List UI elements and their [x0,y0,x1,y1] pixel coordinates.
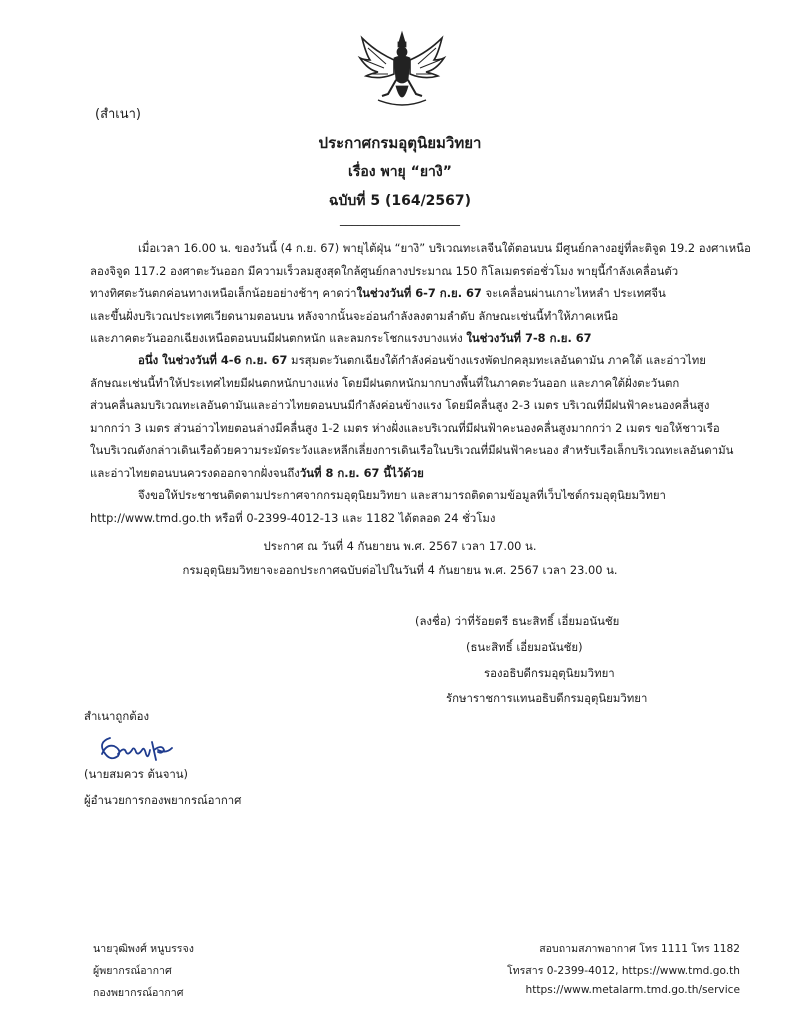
paragraph-monsoon [90,349,734,484]
paragraph-storm-position [90,237,751,350]
next-announcement: กรมอุตุนิยมวิทยาจะออกประกาศฉบับต่อไปในวันที่ 4 กันยายน พ.ศ. 2567 เวลา 23.00 น. [182,563,618,577]
paragraph-line: อนึ่ง ในช่วงวันที่ 4-6 ก.ย. 67 มรสุมตะวันตกเฉียงใต้กำลังค่อนข้างแรงพัดปกคลุมทะเลอันดามัน ภาคใต้ และอ่าวไทย [138,353,706,367]
handwritten-signature [96,732,176,766]
announced-datetime: ประกาศ ณ วันที่ 4 กันยายน พ.ศ. 2567 เวลา 17.00 น. [263,539,537,553]
signatory-acting: รักษาราชการแทนอธิบดีกรมอุตุนิยมวิทยา [446,691,648,705]
garuda-emblem-icon [356,30,448,110]
paragraph-contact [90,484,720,529]
paragraph-line: ลองจิจูด 117.2 องศาตะวันออก มีความเร็วลมสูงสุดใกล้ศูนย์กลางประมาณ 150 กิโลเมตรต่อชั่วโมง พายุนี้กำลังเคลื่อนตัว [90,263,679,278]
certifier-name: (นายสมควร ต้นจาน) [84,767,189,781]
paragraph-line: และขึ้นฝั่งบริเวณประเทศเวียดนามตอนบน หลังจากนั้นจะอ่อนกำลังลงตามลำดับ ลักษณะเช่นนี้ทำให้ภาคเหนือ [90,308,619,323]
paragraph-line: http://www.tmd.go.th หรือที่ 0-2399-4012-13 และ 1182 ได้ตลอด 24 ชั่วโมง [90,510,496,525]
highlight-date: วันที่ 8 ก.ย. 67 นี้ไว้ด้วย [299,465,424,480]
paragraph-line: ส่วนคลื่นลมบริเวณทะเลอันดามันและอ่าวไทยตอนบนมีกำลังค่อนข้างแรง โดยมีคลื่นสูง 2-3 เมตร บริเวณที่มีฝนฟ้าคะนองคลื่นสูง [90,398,710,412]
paragraph-line: ในบริเวณดังกล่าวเดินเรือด้วยความระมัดระวังและหลีกเลี่ยงการเดินเรือในบริเวณที่มีฝนฟ้าคะนอง สำหรับเรือเล็กบริเวณทะเลอันดามัน [90,443,734,457]
paragraph-line: และภาคตะวันออกเฉียงเหนือตอนบนมีฝนตกหนัก และลมกระโชกแรงบางแห่ง ในช่วงวันที่ 7-8 ก.ย. 67 [90,331,592,345]
paragraph-line: เมื่อเวลา 16.00 น. ของวันนี้ (4 ก.ย. 67) พายุไต้ฝุ่น “ยางิ” บริเวณทะเลจีนใต้ตอนบน มีศูนย์กลางอยู่ที่ละติจูด 19.2 องศาเหนือ [138,241,751,255]
signatory-position: รองอธิบดีกรมอุตุนิยมวิทยา [484,666,615,680]
signed-line: (ลงชื่อ) ว่าที่ร้อยตรี ธนะสิทธิ์ เอี่ยมอนันชัย [415,614,620,628]
paragraph-line: ลักษณะเช่นนี้ทำให้ประเทศไทยมีฝนตกหนักบางแห่ง โดยมีฝนตกหนักมากบางพื้นที่ในภาคตะวันออก และภาคใต้ฝั่งตะวันตก [90,375,680,390]
certifier-position: ผู้อำนวยการกองพยากรณ์อากาศ [84,793,242,807]
contact-phone: สอบถามสภาพอากาศ โทร 1111 โทร 1182 [539,943,740,955]
announcement-title: ประกาศกรมอุตุนิยมวิทยา [318,134,482,152]
paragraph-line: และอ่าวไทยตอนบนควรงดออกจากฝั่งจนถึงวันที่ 8 ก.ย. 67 นี้ไว้ด้วย [90,465,424,480]
forecaster-name: นายวุฒิพงศ์ หนูบรรจง [93,943,194,955]
paragraph-line: ทางทิศตะวันตกค่อนทางเหนือเล็กน้อยอย่างช้าๆ คาดว่าในช่วงวันที่ 6-7 ก.ย. 67 จะเคลื่อนผ่านเกาะไหหลำ ประเทศจีน [90,286,666,300]
forecaster-role: ผู้พยากรณ์อากาศ [93,965,172,977]
paragraph-line: จึงขอให้ประชาชนติดตามประกาศจากกรมอุตุนิยมวิทยา และสามารถติดตามข้อมูลที่เว็บไซต์กรมอุตุนิยมวิทยา [138,488,666,502]
announcement-subject: เรื่อง พายุ “ยางิ” [348,164,452,180]
title-underline: ____________________ [340,212,460,226]
contact-service-link[interactable]: https://www.metalarm.tmd.go.th/service [525,984,740,996]
highlight-date: ในช่วงวันที่ 6-7 ก.ย. 67 [356,286,482,300]
issue-number: ฉบับที่ 5 (164/2567) [328,193,472,209]
signatory-name: (ธนะสิทธิ์ เอี่ยมอนันชัย) [466,640,583,654]
contact-fax-web: โทรสาร 0-2399-4012, https://www.tmd.go.th [506,965,740,977]
highlight-date: ในช่วงวันที่ 7-8 ก.ย. 67 [466,331,592,345]
forecaster-division: กองพยากรณ์อากาศ [93,987,184,999]
paragraph-line: มากกว่า 3 เมตร ส่วนอ่าวไทยตอนล่างมีคลื่นสูง 1-2 เมตร ห่างฝั่งและบริเวณที่มีฝนฟ้าคะนองคลื่นสูงมากกว่า 2 เมตร ขอให้ชาวเรือ [90,420,720,435]
highlight-date: อนึ่ง ในช่วงวันที่ 4-6 ก.ย. 67 [138,353,288,367]
copy-label: (สำเนา) [95,107,142,122]
certified-copy-label: สำเนาถูกต้อง [84,709,150,723]
